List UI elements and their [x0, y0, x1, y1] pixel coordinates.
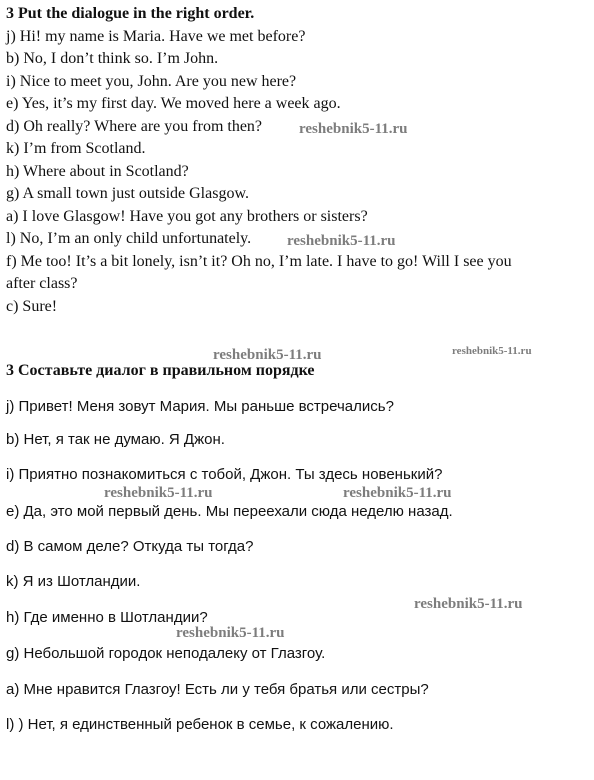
dialogue-line-h: h) Where about in Scotland?	[6, 163, 189, 180]
ru-line-d: d) В самом деле? Откуда ты тогда?	[6, 538, 254, 555]
ru-line-e: e) Да, это мой первый день. Мы переехали сюда неделю назад.	[6, 503, 453, 520]
dialogue-line-c: c) Sure!	[6, 298, 58, 315]
dialogue-line-l: l) No, I’m an only child unfortunately.	[6, 230, 252, 247]
dialogue-line-f: f) Me too! It’s a bit lonely, isn’t it? Oh no, I’m late. I have to go! Will I see you	[6, 253, 512, 270]
watermark: reshebnik5-11.ru	[213, 347, 322, 363]
watermark: reshebnik5-11.ru	[414, 596, 523, 612]
watermark: reshebnik5-11.ru	[287, 233, 396, 249]
dialogue-line-i: i) Nice to meet you, John. Are you new here?	[6, 73, 297, 90]
ru-line-g: g) Небольшой городок неподалеку от Глазгоу.	[6, 645, 326, 662]
watermark: reshebnik5-11.ru	[299, 121, 408, 137]
ru-line-i: i) Приятно познакомиться с тобой, Джон. Ты здесь новенький?	[6, 466, 443, 483]
english-heading: 3 Put the dialogue in the right order.	[6, 5, 255, 22]
ru-line-j: j) Привет! Меня зовут Мария. Мы раньше встречались?	[6, 398, 394, 415]
dialogue-line-a: a) I love Glasgow! Have you got any brothers or sisters?	[6, 208, 368, 225]
ru-line-h: h) Где именно в Шотландии?	[6, 609, 208, 626]
watermark: reshebnik5-11.ru	[104, 485, 213, 501]
dialogue-line-f-continued: after class?	[6, 275, 78, 292]
dialogue-line-d: d) Oh really? Where are you from then?	[6, 118, 263, 135]
dialogue-line-g: g) A small town just outside Glasgow.	[6, 185, 249, 202]
dialogue-line-j: j) Hi! my name is Maria. Have we met before?	[6, 28, 306, 45]
watermark: reshebnik5-11.ru	[176, 625, 285, 641]
ru-line-k: k) Я из Шотландии.	[6, 573, 141, 590]
watermark: reshebnik5-11.ru	[452, 345, 532, 357]
watermark: reshebnik5-11.ru	[343, 485, 452, 501]
ru-line-l: l) ) Нет, я единственный ребенок в семье, к сожалению.	[6, 716, 394, 733]
dialogue-line-k: k) I’m from Scotland.	[6, 140, 146, 157]
ru-line-a: a) Мне нравится Глазгоу! Есть ли у тебя братья или сестры?	[6, 681, 429, 698]
russian-heading: 3 Составьте диалог в правильном порядке	[6, 362, 315, 379]
dialogue-line-e: e) Yes, it’s my first day. We moved here a week ago.	[6, 95, 341, 112]
ru-line-b: b) Нет, я так не думаю. Я Джон.	[6, 431, 225, 448]
dialogue-line-b: b) No, I don’t think so. I’m John.	[6, 50, 219, 67]
